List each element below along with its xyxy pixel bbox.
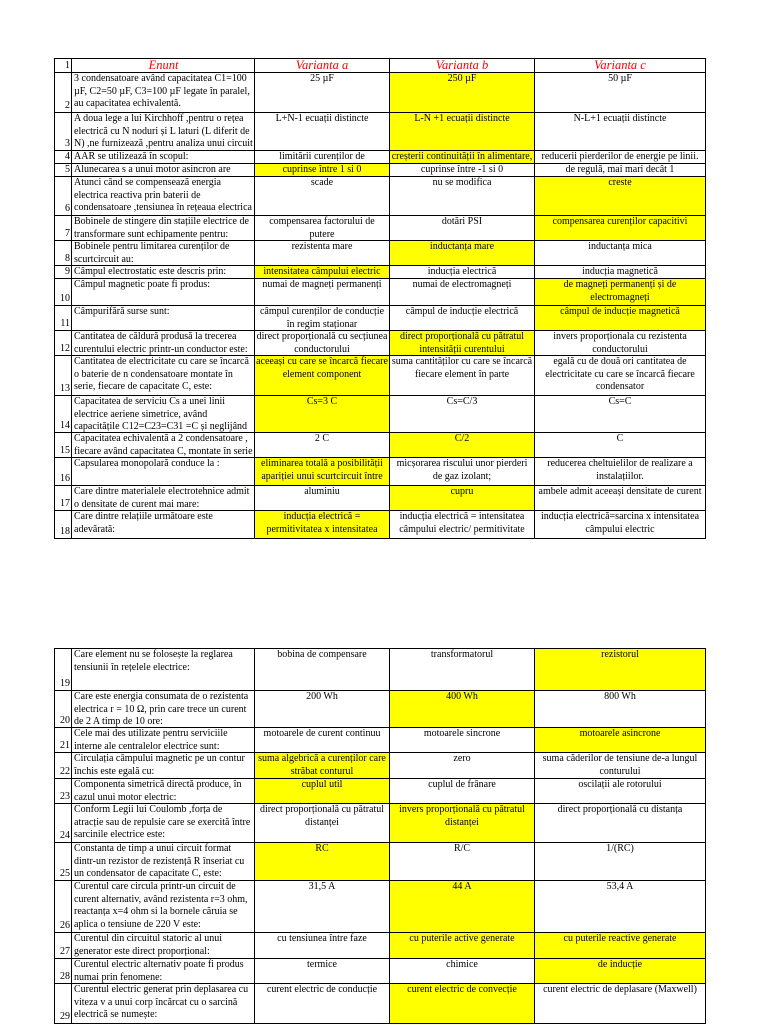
- question-text: Care este energia consumata de o rezistenta electrica r = 10 Ω, prin care trece un curent de 2 A timp de 10 ore:: [72, 691, 255, 728]
- question-number: 3: [55, 113, 72, 151]
- option-c: invers proporționala cu rezistenta conductorului: [535, 331, 706, 356]
- question-text: Capacitatea de serviciu Cs a unei linii electrice aeriene simetrice, având capacitățile C12=C23=C31 =C și neglijând: [72, 396, 255, 433]
- option-a-highlighted: cuprinse între 1 si 0: [255, 164, 390, 177]
- option-c: C: [535, 433, 706, 458]
- header-enunt: Enunt: [72, 59, 255, 73]
- table-row: [55, 151, 706, 164]
- table-row: [55, 458, 706, 486]
- option-a: scade: [255, 177, 390, 216]
- table-row: [55, 279, 706, 306]
- option-c: egală cu de două ori cantitatea de electricitate cu care se încarcă fiecare condensator: [535, 356, 706, 396]
- option-c: ambele admit aceeași densitate de curent: [535, 486, 706, 511]
- question-number: 22: [55, 753, 72, 779]
- option-b-highlighted: direct proporțională cu pătratul intensității curentului: [390, 331, 535, 356]
- question-number: 18: [55, 511, 72, 539]
- option-b: chimice: [390, 959, 535, 984]
- option-c-highlighted: cu puterile reactive generate: [535, 933, 706, 959]
- option-c: inducția magnetică: [535, 266, 706, 279]
- table-row: [55, 241, 706, 266]
- table-row: [55, 396, 706, 433]
- table-row: [55, 486, 706, 511]
- header-number: 1: [55, 59, 72, 73]
- question-text: Circulația câmpului magnetic pe un contur închis este egală cu:: [72, 753, 255, 779]
- question-number: 7: [55, 216, 72, 241]
- header-varianta-c: Varianta c: [535, 59, 706, 73]
- question-text: Care dintre materialele electrotehnice admit o densitate de curent mai mare:: [72, 486, 255, 511]
- quiz-table: [54, 648, 706, 1024]
- option-a: câmpul curenților de conducție în regim staționar: [255, 306, 390, 331]
- option-a: curent electric de conducție: [255, 984, 390, 1024]
- option-a: limitării curenților de: [255, 151, 390, 164]
- question-number: 14: [55, 396, 72, 433]
- option-c-highlighted: compensarea curenților capacitivi: [535, 216, 706, 241]
- option-c: suma căderilor de tensiune de-a lungul conturului: [535, 753, 706, 779]
- option-b-highlighted: 250 µF: [390, 73, 535, 113]
- option-a-highlighted: intensitatea câmpului electric: [255, 266, 390, 279]
- question-number: 16: [55, 458, 72, 486]
- option-b-highlighted: 400 Wh: [390, 691, 535, 728]
- question-number: 11: [55, 306, 72, 331]
- question-text: Bobinele de stingere din stațiile electrice de transformare sunt echipamente pentru:: [72, 216, 255, 241]
- question-number: 17: [55, 486, 72, 511]
- question-number: 23: [55, 779, 72, 804]
- option-c: de regulă, mai mari decât 1: [535, 164, 706, 177]
- table-row: [55, 691, 706, 728]
- question-text: Câmpul electrostatic este descris prin:: [72, 266, 255, 279]
- option-c: curent electric de deplasare (Maxwell): [535, 984, 706, 1024]
- question-text: Care element nu se folosește la reglarea tensiunii în rețelele electrice:: [72, 649, 255, 691]
- question-number: 15: [55, 433, 72, 458]
- option-b-highlighted: cu puterile active generate: [390, 933, 535, 959]
- option-c-highlighted: creste: [535, 177, 706, 216]
- option-a: direct proporțională cu pătratul distanței: [255, 804, 390, 843]
- option-a-highlighted: suma algebrică a curenților care străbat conturul: [255, 753, 390, 779]
- option-c-highlighted: rezistorul: [535, 649, 706, 691]
- option-c: inductanța mica: [535, 241, 706, 266]
- quiz-table: [54, 58, 706, 539]
- question-number: 6: [55, 177, 72, 216]
- question-number: 13: [55, 356, 72, 396]
- option-a: L+N-1 ecuații distincte: [255, 113, 390, 151]
- table-row: [55, 177, 706, 216]
- option-b: câmpul de inducție electrică: [390, 306, 535, 331]
- question-number: 28: [55, 959, 72, 984]
- table-row: [55, 356, 706, 396]
- table-row: [55, 843, 706, 881]
- option-c: direct proporțională cu distanța: [535, 804, 706, 843]
- option-c: N-L+1 ecuații distincte: [535, 113, 706, 151]
- table-row: [55, 113, 706, 151]
- option-b-highlighted: cupru: [390, 486, 535, 511]
- option-c: 50 µF: [535, 73, 706, 113]
- question-number: 25: [55, 843, 72, 881]
- question-number: 20: [55, 691, 72, 728]
- table-row: [55, 984, 706, 1024]
- table-row: [55, 779, 706, 804]
- question-number: 2: [55, 73, 72, 113]
- option-a-highlighted: aceeași cu care se încarcă fiecare element component: [255, 356, 390, 396]
- question-text: Conform Legii lui Coulomb ,forța de atracție sau de repulsie care se exercită între sarcinile electrice este:: [72, 804, 255, 843]
- table-row: [55, 511, 706, 539]
- option-a: 2 C: [255, 433, 390, 458]
- option-a: numai de magneți permanenți: [255, 279, 390, 306]
- table-row: [55, 959, 706, 984]
- question-text: Capacitatea echivalentă a 2 condensatoare , fiecare având capacitatea C, montate în serie: [72, 433, 255, 458]
- option-a-highlighted: RC: [255, 843, 390, 881]
- question-text: Curentul din circuitul statoric al unui generator este direct proporțional:: [72, 933, 255, 959]
- option-c: oscilații ale rotorului: [535, 779, 706, 804]
- table-row: [55, 933, 706, 959]
- option-a: termice: [255, 959, 390, 984]
- table-row: [55, 881, 706, 933]
- option-c: 53,4 A: [535, 881, 706, 933]
- option-b: suma cantităților cu care se încarcă fiecare element în parte: [390, 356, 535, 396]
- question-text: Curentul care circula printr-un circuit de curent alternativ, având rezistenta r=3 ohm, reactanța x=4 ohm si la bornele căruia se aplica o tensiune de 220 V este:: [72, 881, 255, 933]
- option-b: motoarele sincrone: [390, 728, 535, 753]
- question-text: Alunecarea s a unui motor asincron are: [72, 164, 255, 177]
- table-row: [55, 649, 706, 691]
- header-row: [55, 59, 706, 73]
- question-text: Constanta de timp a unui circuit format dintr-un rezistor de rezistență R înseriat cu un condensator de capacitate C, este:: [72, 843, 255, 881]
- table-row: [55, 433, 706, 458]
- question-text: Atunci când se compensează energia electrica reactiva prin baterii de condensatoare ,tensiunea în rețeaua electrica: [72, 177, 255, 216]
- option-a: bobina de compensare: [255, 649, 390, 691]
- option-b: numai de electromagneți: [390, 279, 535, 306]
- question-number: 12: [55, 331, 72, 356]
- question-text: Componenta simetrică directă produce, în cazul unui motor electric:: [72, 779, 255, 804]
- option-a-highlighted: eliminarea totală a posibilității apariției unui scurtcircuit între: [255, 458, 390, 486]
- question-text: Curentul electric alternativ poate fi produs numai prin fenomene:: [72, 959, 255, 984]
- option-b: inducția electrică = intensitatea câmpului electric/ permitivitate: [390, 511, 535, 539]
- option-a-highlighted: cuplul util: [255, 779, 390, 804]
- option-b-highlighted: inductanța mare: [390, 241, 535, 266]
- question-text: Câmpurifără surse sunt:: [72, 306, 255, 331]
- table-row: [55, 728, 706, 753]
- question-text: Câmpul magnetic poate fi produs:: [72, 279, 255, 306]
- option-a: motoarele de curent continuu: [255, 728, 390, 753]
- table-row: [55, 216, 706, 241]
- table-row: [55, 753, 706, 779]
- option-c-highlighted: câmpul de inducție magnetică: [535, 306, 706, 331]
- option-b: R/C: [390, 843, 535, 881]
- question-text: Cantitatea de căldură produsă la trecerea curentului electric printr-un conductor este:: [72, 331, 255, 356]
- question-number: 27: [55, 933, 72, 959]
- option-c-highlighted: de inducție: [535, 959, 706, 984]
- question-number: 5: [55, 164, 72, 177]
- option-c: inducția electrică=sarcina x intensitatea câmpului electric: [535, 511, 706, 539]
- option-b-highlighted: C/2: [390, 433, 535, 458]
- question-text: Capsularea monopolară conduce la :: [72, 458, 255, 486]
- question-number: 19: [55, 649, 72, 691]
- option-a: cu tensiunea între faze: [255, 933, 390, 959]
- question-number: 21: [55, 728, 72, 753]
- option-b: dotări PSI: [390, 216, 535, 241]
- option-b: cuprinse între -1 si 0: [390, 164, 535, 177]
- option-c-highlighted: motoarele asincrone: [535, 728, 706, 753]
- option-a: rezistenta mare: [255, 241, 390, 266]
- option-b: Cs=C/3: [390, 396, 535, 433]
- question-number: 8: [55, 241, 72, 266]
- option-b: cuplul de frânare: [390, 779, 535, 804]
- option-b: transformatorul: [390, 649, 535, 691]
- option-a: 31,5 A: [255, 881, 390, 933]
- question-text: 3 condensatoare având capacitatea C1=100 µF, C2=50 µF, C3=100 µF legate în paralel, au capacitatea echivalentă.: [72, 73, 255, 113]
- question-text: Curentul electric generat prin deplasarea cu viteza v a unui corp încărcat cu o sarcină electrică se numește:: [72, 984, 255, 1024]
- question-text: AAR se utilizează în scopul:: [72, 151, 255, 164]
- table-row: [55, 73, 706, 113]
- option-b: nu se modifica: [390, 177, 535, 216]
- header-varianta-a: Varianta a: [255, 59, 390, 73]
- question-number: 24: [55, 804, 72, 843]
- option-c: reducerea cheltuielilor de realizare a instalațiilor.: [535, 458, 706, 486]
- table-row: [55, 266, 706, 279]
- option-a: aluminiu: [255, 486, 390, 511]
- option-c: reducerii pierderilor de energie pe linii.: [535, 151, 706, 164]
- option-b: zero: [390, 753, 535, 779]
- question-number: 29: [55, 984, 72, 1024]
- question-number: 4: [55, 151, 72, 164]
- question-text: Bobinele pentru limitarea curenților de scurtcircuit au:: [72, 241, 255, 266]
- option-b: micșorarea riscului unor pierderi de gaz izolant;: [390, 458, 535, 486]
- option-a: 200 Wh: [255, 691, 390, 728]
- question-text: Cantitatea de electricitate cu care se încarcă o baterie de n condensatoare montate în serie, fiecare de capacitate C, este:: [72, 356, 255, 396]
- option-c: 800 Wh: [535, 691, 706, 728]
- question-number: 26: [55, 881, 72, 933]
- question-text: Cele mai des utilizate pentru serviciile interne ale centralelor electrice sunt:: [72, 728, 255, 753]
- option-b-highlighted: L-N +1 ecuații distincte: [390, 113, 535, 151]
- option-a: 25 µF: [255, 73, 390, 113]
- option-c: Cs=C: [535, 396, 706, 433]
- table-row: [55, 331, 706, 356]
- table-row: [55, 804, 706, 843]
- option-a-highlighted: Cs=3 C: [255, 396, 390, 433]
- table-row: [55, 306, 706, 331]
- option-b-highlighted: curent electric de convecție: [390, 984, 535, 1024]
- option-a: direct proporțională cu secțiunea conductorului: [255, 331, 390, 356]
- header-varianta-b: Varianta b: [390, 59, 535, 73]
- option-b-highlighted: creșterii continuității în alimentare,: [390, 151, 535, 164]
- table-row: [55, 164, 706, 177]
- question-number: 10: [55, 279, 72, 306]
- question-text: Care dintre relațiile următoare este adevărată:: [72, 511, 255, 539]
- option-a: compensarea factorului de putere: [255, 216, 390, 241]
- option-b: inducția electrică: [390, 266, 535, 279]
- question-text: A doua lege a lui Kirchhoff ,pentru o rețea electrică cu N noduri și L laturi (L diferit de N) ,ne furnizează ,pentru analiza unui circuit: [72, 113, 255, 151]
- question-number: 9: [55, 266, 72, 279]
- option-a-highlighted: inducția electrică = permitivitatea x intensitatea: [255, 511, 390, 539]
- option-b-highlighted: 44 A: [390, 881, 535, 933]
- option-c-highlighted: de magneți permanenți și de electromagneți: [535, 279, 706, 306]
- option-c: 1/(RC): [535, 843, 706, 881]
- option-b-highlighted: invers proporțională cu pătratul distanței: [390, 804, 535, 843]
